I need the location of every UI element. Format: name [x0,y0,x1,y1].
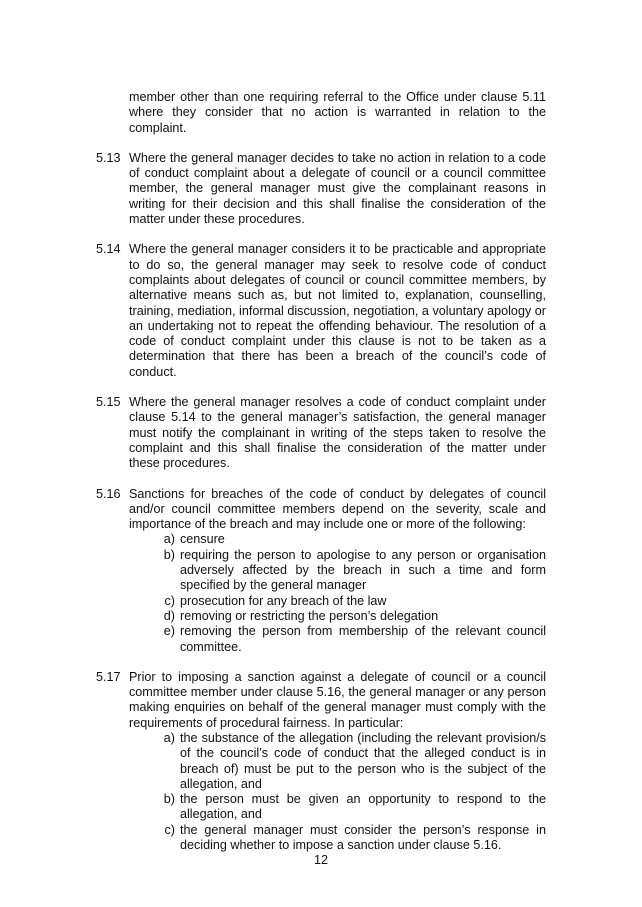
clause-text: Where the general manager considers it to be practicable and appropriate to do so, the general manager may seek to resolve code of conduct complaints about delegates of council or council committee members, by alternative means such as, but not limited to, explanation, counselling, training, mediation, informal discussion, negotiation, a voluntary apology or an undertaking not to repeat the offending behaviour. The resolution of a code of conduct complaint under this clause is not to be taken as a determination that there has been a breach of the council’s code of conduct. [129,242,546,379]
clause-5-15 [96,395,546,471]
clause-5-14 [96,242,546,380]
clause-5-16 [96,487,546,655]
list-item [156,792,546,823]
list-marker: a) [163,730,175,745]
clause-text: Where the general manager resolves a code of conduct complaint under clause 5.14 to the general manager’s satisfaction, the general manager must notify the complainant in writing of the steps taken to resolve the complaint and this shall finalise the consideration of the matter under these procedures. [129,395,546,471]
list-marker: b) [163,792,175,807]
clause-5-13 [96,151,546,227]
list-item-text: removing or restricting the person’s delegation [180,608,439,623]
clause-number: 5.14 [96,242,121,257]
list-item-text: requiring the person to apologise to any person or organisation adversely affected by the breach in such a time and form specified by the general manager [180,547,546,593]
list-item-text: the general manager must consider the person’s response in deciding whether to impose a sanction under clause 5.16. [180,822,546,853]
list-marker: d) [163,608,175,623]
clause-number: 5.15 [96,395,121,410]
clause-number: 5.13 [96,150,121,165]
clause-text: Where the general manager decides to take no action in relation to a code of conduct complaint about a delegate of council or a council committee member, the general manager must give the complainant reasons in writing for their decision and this shall finalise the consideration of the matter under these procedures. [129,150,546,227]
list-item [156,548,546,594]
list-marker: a) [163,532,175,547]
list-marker: c) [164,822,175,837]
clause-5-17 [96,670,546,854]
clause-text: Prior to imposing a sanction against a delegate of council or a council committee member under clause 5.16, the general manager or any person making enquiries on behalf of the general manager must comply with the requirements of procedural fairness. In particular: [129,669,546,730]
list-item-text: prosecution for any breach of the law [180,593,387,608]
list-item [156,624,546,655]
list-item [156,532,546,547]
list-item-text: censure [180,532,225,547]
list-item [156,594,546,609]
list-item [156,823,546,854]
list-item [156,731,546,792]
continuation-paragraph: member other than one requiring referral to the Office under clause 5.11 where they consider that no action is warranted in relation to the complaint. [129,90,546,135]
page-number: 12 [313,853,328,867]
list-marker: e) [163,624,175,639]
procedural-fairness-list [129,731,546,853]
list-marker: b) [163,547,175,562]
page-content [96,90,546,853]
list-item-text: the substance of the allegation (including the relevant provision/s of the council’s code of conduct that the alleged conduct is in breach of) must be put to the person who is the subject of the allegation, and [180,730,546,791]
list-item-text: removing the person from membership of the relevant council committee. [180,624,546,654]
clause-body [129,487,546,655]
clause-text: Sanctions for breaches of the code of conduct by delegates of council and/or council committee members depend on the severity, scale and importance of the breach and may include one or more of the following: [129,486,546,532]
sanctions-list [129,532,546,654]
clause-body [129,670,546,854]
list-item-text: the person must be given an opportunity to respond to the allegation, and [180,792,546,822]
clause-number: 5.17 [96,669,121,684]
clause-number: 5.16 [96,486,121,501]
list-item [156,609,546,624]
list-marker: c) [164,593,175,608]
